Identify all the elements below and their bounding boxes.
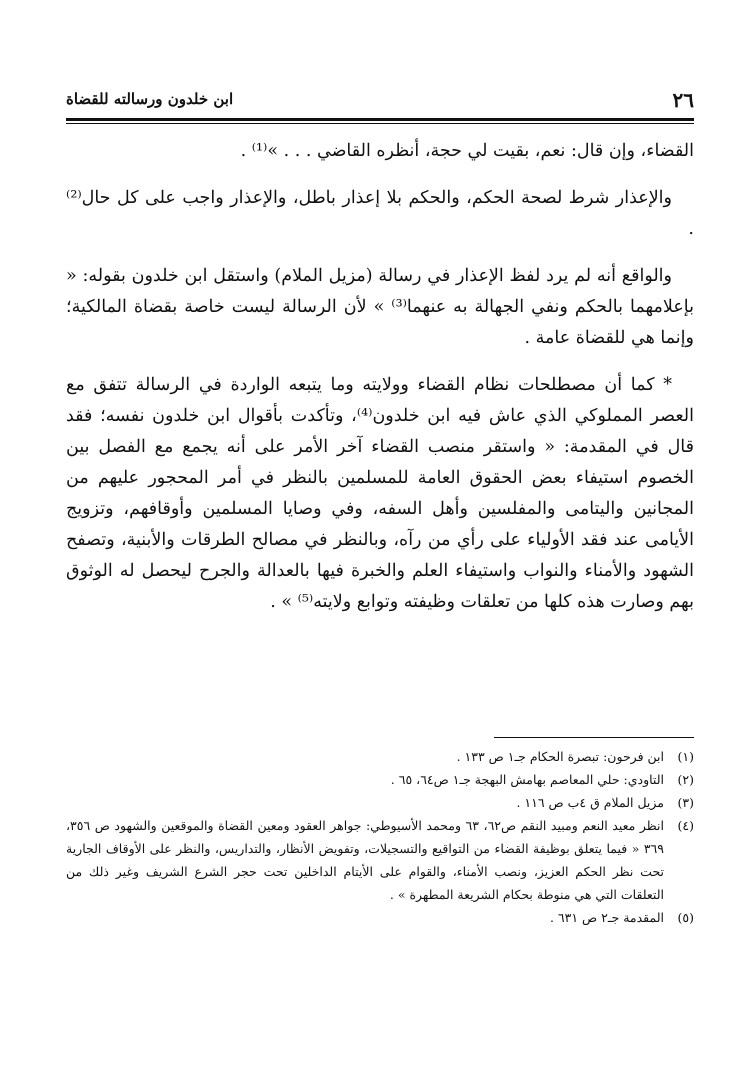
paragraph-1: القضاء، وإن قال: نعم، بقيت لي حجة، أنظره القاضي . . . »⁽¹⁾ . — [240, 141, 694, 161]
footnote-5 — [66, 906, 694, 929]
footnote-text: مزيل الملام ق ٤ب ص ١١٦ . — [516, 795, 664, 810]
header-rule-thin — [66, 123, 694, 124]
paragraph-4: * كما أن مصطلحات نظام القضاء وولايته وما يتبعه الواردة في الرسالة تتفق مع العصر المملوكي الذي عاش فيه ابن خلدون⁽⁴⁾، وتأكدت بأقوال ابن خلدون نفسه؛ فقد قال في المقدمة: « واستقر منصب القضاء آخر الأمر على أنه يجمع مع الفصل بين الخصوم استيفاء بعض الحقوق العامة للمسلمين بالنظر في أمر المحجور عليهم من المجانين واليتامى والمفلسين وأهل السفه، وفي وصايا المسلمين وأوقافهم، وتزويج الأيامى عند فقد الأولياء على رأي من رآه، وبالنظر في مصالح الطرقات والأبنية، وتصفح الشهود والأمناء والنواب واستيفاء العلم والخبرة فيها بالعدالة والجرح ليحصل له الوثوق بهم وصارت هذه كلها من تعلقات وظيفته وتوابع ولايته⁽⁵⁾ » . — [66, 375, 694, 612]
footnote-separator — [494, 737, 694, 738]
footnote-1 — [66, 745, 694, 768]
running-header — [66, 88, 694, 112]
footnote-number: (١) — [677, 749, 694, 764]
footnote-text: المقدمة جـ٢ ص ٦٣١ . — [549, 910, 664, 925]
footnote-4 — [66, 814, 694, 906]
footnote-3 — [66, 791, 694, 814]
paragraph-2: والإعذار شرط لصحة الحكم، والحكم بلا إعذار باطل، والإعذار واجب على كل حال⁽²⁾ . — [66, 188, 694, 239]
footnote-number: (٥) — [677, 910, 694, 925]
footnote-text: انظر معيد النعم ومبيد النقم ص٦٢، ٦٣ ومحمد الأسيوطي: جواهر العقود ومعين القضاة والموقعين والشهود ص ٣٥٦، ٣٦٩ « فيما يتعلق بوظيفة القضاء من التواقيع والتسجيلات، وتفويض الأنظار، والتداريس، والنظر على الأوقاف الجارية تحت نظر الحكم العزيز، ونصب الأمناء، والقوام على الأيتام الداخلين تحت حجر الشرع الشريف وغير ذلك من التعلقات التي هي منوطة بحكام الشريعة المطهرة » . — [66, 818, 664, 902]
header-rule-thick — [66, 118, 694, 121]
footnote-number: (٢) — [677, 772, 694, 787]
page-number: ٢٦ — [672, 88, 694, 112]
footnote-text: ابن فرحون: تبصرة الحكام جـ١ ص ١٣٣ . — [456, 749, 664, 764]
footnote-2 — [66, 768, 694, 791]
paragraph-3: والواقع أنه لم يرد لفظ الإعذار في رسالة (مزيل الملام) واستقل ابن خلدون بقوله: « بإعلامهما بالحكم ونفي الجهالة به عنهما⁽³⁾ » لأن الرسالة ليست خاصة بقضاة المالكية؛ وإنما هي للقضاة عامة . — [66, 266, 694, 348]
footnote-number: (٤) — [677, 818, 694, 833]
main-text — [66, 136, 694, 634]
footnote-number: (٣) — [677, 795, 694, 810]
running-title: ابن خلدون ورسالته للقضاة — [66, 90, 234, 108]
footnote-text: التاودي: حلي المعاصم بهامش البهجة جـ١ ص٦٤، ٦٥ . — [390, 772, 664, 787]
footnotes — [66, 745, 694, 929]
